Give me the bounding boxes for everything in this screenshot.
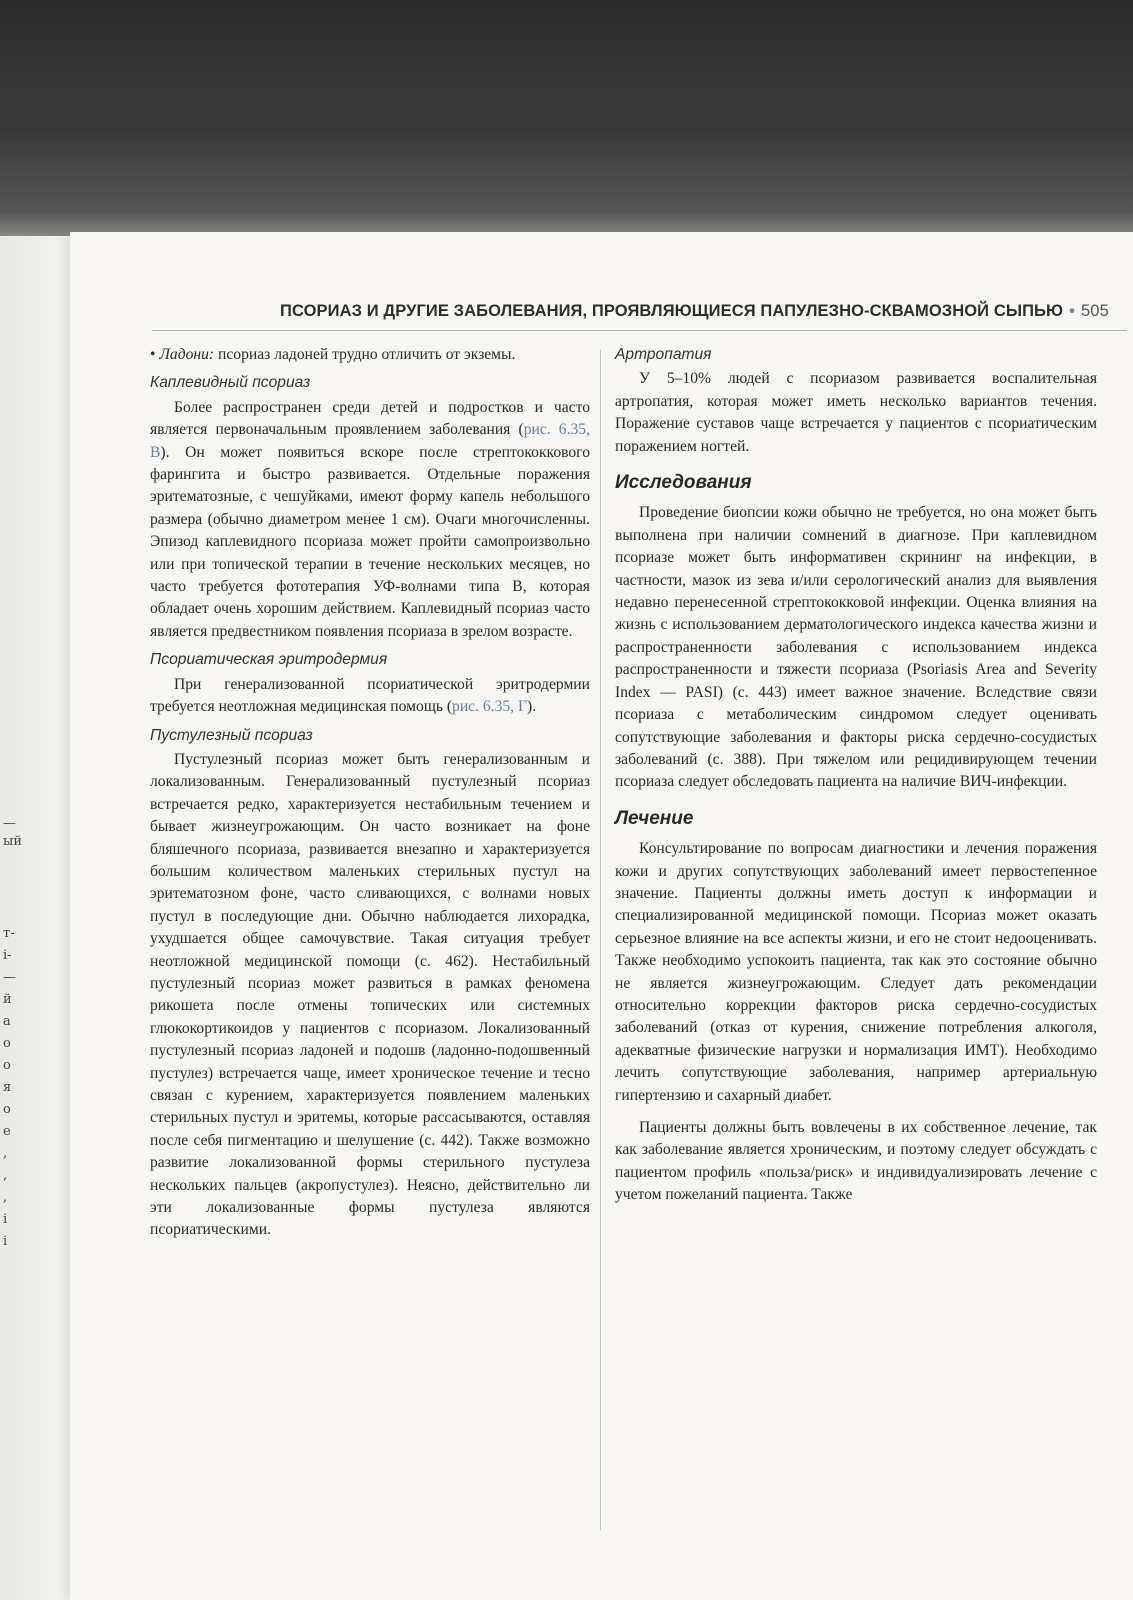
- margin-fragment: ,: [3, 1146, 8, 1161]
- margin-fragment: о: [3, 1036, 11, 1051]
- margin-fragment: о: [3, 1102, 11, 1117]
- erythroderma-heading: Псориатическая эритродермия: [150, 651, 388, 669]
- column-divider: [600, 350, 601, 1530]
- arthropathy-heading: Артропатия: [615, 346, 712, 363]
- dark-background-top: [0, 0, 1133, 236]
- investigations-paragraph: Проведение биопсии кожи обычно не требуется, но она может быть выполнена при наличии сомнений в диагнозе. При каплевидном псориазе может быть информативен скрининг на инфекции, в частности, мазок из зева и/или серологический анализ для выявления недавно перенесенной стрептококковой инфекции. Оценка влияния на жизнь с использованием дерматологического индекса качества жизни и распространенности заболевания с использованием индекса распространенности и тяжести псориаза (Psoriasis Area and Severity Index — PASI) (с. 443) имеет важное значение. Вследствие связи псориаза с метаболическим синдромом следует оценивать сопутствующие заболевания и факторы риска сердечно-сосудистых заболеваний (с. 388). При тяжелом или рецидивирующем течении псориаза следует обследовать пациента на наличие ВИЧ-инфекции.: [615, 504, 1097, 791]
- margin-fragment: а: [3, 1014, 11, 1029]
- running-head: [280, 302, 1110, 321]
- margin-fragment: і: [3, 1212, 8, 1227]
- margin-fragment: о: [3, 1058, 11, 1073]
- pustular-paragraph: Пустулезный псориаз может быть генерализованным и локализованным. Генерализованный пустулезный псориаз встречается редко, характеризуется нестабильным течением и бывает жизнеугрожающим. Он часто возникает на фоне бляшечного псориаза, развивается внезапно и характеризуется большим количеством маленьких стерильных пустул на эритематозном фоне, часто сливающихся, с волнами новых пустул в последующие дни. Обычно наблюдается лихорадка, ухудшается общее самочувствие. Такая ситуация требует неотложной медицинской помощи (с. 462). Нестабильный пустулезный псориаз может развиться в рамках феномена рикошета после отмены топических или системных глюкокортикоидов у пациентов с псориазом. Локализованный пустулезный псориаз ладоней и подошв (ладонно-подошвенный пустулез) встречается чаще, имеет хроническое течение и тесно связан с курением, характеризуется появлением маленьких стерильных пустул и эритемы, которые рассасываются, оставляя после себя пигментацию и шелушение (с. 442). Также возможно развитие локализованной формы стерильного пустулеза нескольких пальцев (акропустулез). Неясно, действительно ли эти локализованные формы пустулеза являются псориатическими.: [150, 750, 590, 1239]
- margin-fragment: —: [3, 816, 16, 831]
- left-column: [150, 344, 590, 1242]
- right-column: [615, 344, 1097, 1207]
- previous-page-edge: [0, 236, 70, 1600]
- guttate-text-2: ). Он может появиться вскоре после стрептококкового фарингита и быстро развивается. Отдельные поражения эритематозные, с чешуйками, имеют форму капель небольшого размера (обычно диаметром менее 1 см). Очаги многочисленны. Эпизод каплевидного псориаза может пройти самопроизвольно или при топической терапии в течение нескольких месяцев, но часто требуется фототерапия УФ-волнами типа В, которая обладает очень хорошим действием. Каплевидный псориаз часто является предвестником появления псориаза в зрелом возрасте.: [150, 443, 590, 640]
- guttate-text-1: Более распространен среди детей и подростков и часто является первоначальным проявлением заболевания (: [150, 398, 590, 439]
- treatment-paragraph-2: Пациенты должны быть вовлечены в их собственное лечение, так как заболевание является хроническим, и поэтому следует обсуждать с пациентом профиль «польза/риск» и индивидуализировать лечение с учетом пожеланий пациента. Также: [615, 1119, 1097, 1204]
- margin-fragment: —: [3, 970, 16, 985]
- margin-fragment: ,: [3, 1168, 8, 1183]
- book-page: [70, 232, 1133, 1600]
- erythroderma-text-1: При генерализованной псориатической эритродермии требуется неотложная медицинская помощь (: [150, 675, 590, 716]
- margin-fragment: ый: [3, 834, 23, 849]
- header-rule: [152, 330, 1127, 331]
- figure-reference: рис. 6.35, В: [150, 421, 590, 461]
- figure-reference: рис. 6.35, Г: [452, 698, 527, 716]
- margin-fragment: і-: [3, 948, 12, 963]
- running-head-title: ПСОРИАЗ И ДРУГИЕ ЗАБОЛЕВАНИЯ, ПРОЯВЛЯЮЩИЕСЯ ПАПУЛЕЗНО-СКВАМОЗНОЙ СЫПЬЮ: [280, 302, 1064, 320]
- margin-fragment: т-: [3, 926, 15, 941]
- erythroderma-text-2: ).: [527, 698, 537, 716]
- bullet-palms: • Ладони: псориаз ладоней трудно отличить от экземы.: [150, 346, 516, 363]
- margin-fragment: я: [3, 1080, 12, 1095]
- pustular-heading: Пустулезный псориаз: [150, 726, 313, 744]
- margin-fragment: ,: [3, 1190, 8, 1205]
- erythroderma-paragraph: [150, 674, 590, 719]
- bullet-text: псориаз ладоней трудно отличить от экземы.: [214, 346, 516, 363]
- bullet-term: Ладони:: [159, 346, 215, 363]
- margin-fragment: е: [3, 1124, 11, 1139]
- arthropathy-paragraph: У 5–10% людей с псориазом развивается воспалительная артропатия, которая может иметь несколько вариантов течения. Поражение суставов чаще встречается у пациентов с псориатическим поражением ногтей.: [615, 370, 1097, 455]
- page-number: 505: [1081, 302, 1109, 320]
- treatment-heading: Лечение: [615, 807, 694, 829]
- margin-fragment: і: [3, 1234, 8, 1249]
- margin-fragment: й: [3, 992, 12, 1007]
- investigations-heading: Исследования: [615, 472, 752, 494]
- treatment-paragraph-1: Консультирование по вопросам диагностики и лечения поражения кожи и других сопутствующих заболеваний имеет первостепенное значение. Пациенты должны иметь доступ к информации и специализированной медицинской помощи. Псориаз может оказать серьезное влияние на все аспекты жизни, и его не стоит недооценивать. Также необходимо успокоить пациента, так как это состояние обычно не является жизнеугрожающим. Следует дать рекомендации относительно коррекции факторов риска сердечно-сосудистых заболеваний (отказ от курения, снижение потребления алкоголя, адекватные физические нагрузки и нормализация ИМТ). Необходимо лечить сопутствующие заболевания, например артериальную гипертензию и сахарный диабет.: [615, 840, 1097, 1104]
- running-head-separator: •: [1069, 302, 1076, 320]
- guttate-heading: Каплевидный псориаз: [150, 374, 311, 392]
- guttate-paragraph: [150, 397, 590, 643]
